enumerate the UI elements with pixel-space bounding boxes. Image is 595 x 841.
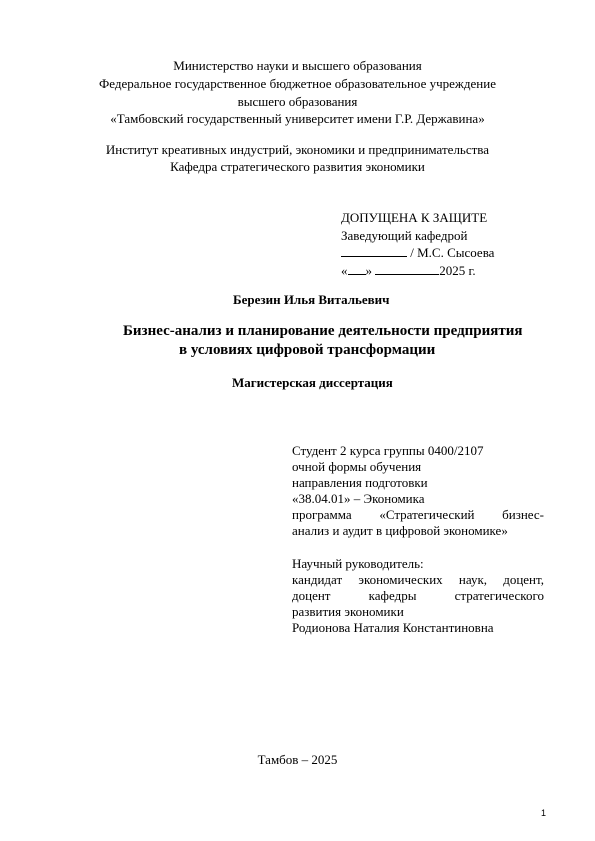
- thesis-title-line-2: в условиях цифровой трансформации: [179, 342, 436, 358]
- date-quote-close: »: [365, 262, 372, 278]
- supervisor-word: стратегического: [454, 588, 544, 603]
- supervisor-word: наук,: [458, 572, 488, 587]
- student-direction-code: «38.04.01» – Экономика: [292, 491, 425, 506]
- supervisor-label: Научный руководитель:: [292, 556, 424, 571]
- student-study-form: очной формы обучения: [292, 459, 422, 474]
- student-program-line: [292, 507, 544, 523]
- student-program-line-2: анализ и аудит в цифровой экономике»: [292, 523, 508, 538]
- date-year: 2025 г.: [439, 262, 476, 278]
- supervisor-word: кафедры: [368, 588, 417, 603]
- day-blank: [348, 262, 366, 275]
- department-name: Кафедра стратегического развития экономики: [170, 159, 425, 174]
- program-word: «Стратегический: [379, 507, 475, 522]
- ministry-line: Министерство науки и высшего образования: [173, 58, 422, 73]
- supervisor-word: кандидат: [292, 572, 343, 587]
- author-name: Березин Илья Витальевич: [233, 292, 390, 307]
- approval-date-line: [341, 262, 494, 280]
- supervisor-degree-line: [292, 572, 544, 588]
- student-direction-label: направления подготовки: [292, 475, 428, 490]
- thesis-title-line-1: Бизнес-анализ и планирование деятельности предприятия: [123, 323, 523, 339]
- university-name: «Тамбовский государственный университет имени Г.Р. Державина»: [110, 111, 485, 126]
- institution-type-line: Федеральное государственное бюджетное образовательное учреждение: [99, 76, 496, 91]
- page-number: 1: [540, 808, 546, 818]
- signature-blank: [341, 244, 407, 257]
- approval-signature-line: [341, 244, 494, 262]
- education-level-line: высшего образования: [237, 94, 358, 109]
- supervisor-name: Родионова Наталия Константиновна: [292, 620, 494, 635]
- supervisor-word: экономических: [358, 572, 443, 587]
- student-course-group: Студент 2 курса группы 0400/2107: [292, 443, 484, 458]
- city-year: Тамбов – 2025: [257, 752, 338, 767]
- approval-title: ДОПУЩЕНА К ЗАЩИТЕ: [341, 210, 488, 225]
- work-type: Магистерская диссертация: [232, 375, 393, 390]
- student-info-block: [292, 443, 544, 636]
- program-word: бизнес-: [502, 507, 544, 522]
- supervisor-department-line: развития экономики: [292, 604, 404, 619]
- supervisor-position-line: [292, 588, 544, 604]
- approval-signature-name: / М.С. Сысоева: [407, 245, 495, 260]
- program-word: программа: [292, 507, 352, 522]
- supervisor-word: доцент,: [503, 572, 544, 587]
- supervisor-word: доцент: [292, 588, 331, 603]
- institute-name: Институт креативных индустрий, экономики и предпринимательства: [105, 142, 490, 157]
- approval-role: Заведующий кафедрой: [341, 227, 468, 243]
- date-quote-open: «: [341, 262, 348, 278]
- approval-block: [341, 209, 494, 279]
- month-blank: [375, 262, 439, 275]
